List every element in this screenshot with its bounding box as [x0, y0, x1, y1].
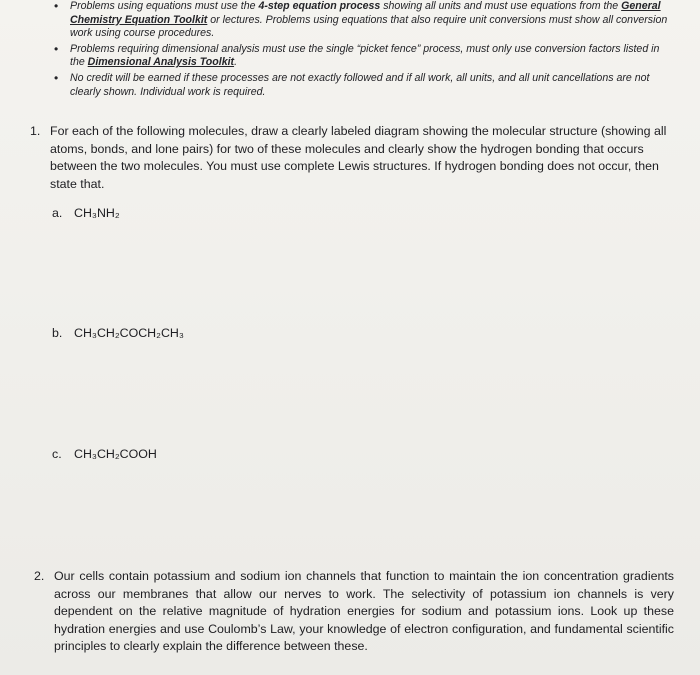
instruction-text: .	[234, 56, 238, 69]
part-b	[52, 326, 184, 340]
instruction-text: showing all units and must use equations from the	[380, 0, 622, 12]
instruction-text: No credit will be earned if these processes are not exactly followed and if all work, all units, and all unit cancellations are not clearly shown. Individual work is required.	[70, 71, 650, 98]
dimensional-analysis-toolkit-link[interactable]: Dimensional Analysis Toolkit	[87, 56, 235, 69]
instruction-dimensional-analysis	[44, 43, 674, 70]
question-text: Our cells contain potassium and sodium ion channels that function to maintain the ion concentration gradients across our membranes that allow our nerves to work. The selectivity of potassium ion channels is very dependent on the relative magnitude of hydration energies for sodium and potassium ions. Look up these hydration energies and use Coulomb’s Law, your knowledge of electron configuration, and fundamental scientific principles to clearly explain the difference between these.	[54, 569, 674, 654]
molecule-formula: CH₃CH₂COOH	[74, 447, 157, 461]
bullet-icon: •	[54, 0, 59, 13]
instruction-text: or lectures. Problems using equations that also require unit conversions must show all conversion work using course procedures.	[70, 13, 668, 40]
question-number: 2.	[34, 569, 45, 583]
question-2	[34, 568, 674, 656]
part-letter: a.	[52, 206, 63, 220]
molecule-formula: CH₃NH₂	[74, 206, 120, 220]
instructions-list	[44, 0, 674, 101]
question-text: For each of the following molecules, draw a clearly labeled diagram showing the molecular structure (showing all atoms, bonds, and lone pairs) for two of these molecules and clearly show the hydrogen bonding that occurs between the two molecules. You must use complete Lewis structures. If hydrogen bonding does not occur, then state that.	[50, 124, 667, 191]
part-a	[52, 206, 120, 220]
instruction-text: Problems using equations must use the	[70, 0, 259, 12]
part-letter: c.	[52, 447, 62, 461]
question-number: 1.	[30, 124, 41, 138]
equation-toolkit-link[interactable]: General Chemistry Equation Toolkit	[70, 0, 661, 26]
instruction-text: Problems requiring dimensional analysis must use the single “picket fence” process, must only use conversion factors listed in the	[70, 42, 660, 69]
bullet-icon: •	[54, 70, 59, 85]
instruction-equations	[44, 0, 674, 41]
molecule-formula: CH₃CH₂COCH₂CH₃	[74, 326, 184, 340]
question-1	[30, 123, 670, 193]
instruction-no-credit	[44, 72, 674, 99]
part-letter: b.	[52, 326, 63, 340]
instruction-emphasis: 4-step equation process	[258, 0, 381, 12]
part-c	[52, 447, 157, 461]
bullet-icon: •	[54, 41, 59, 56]
